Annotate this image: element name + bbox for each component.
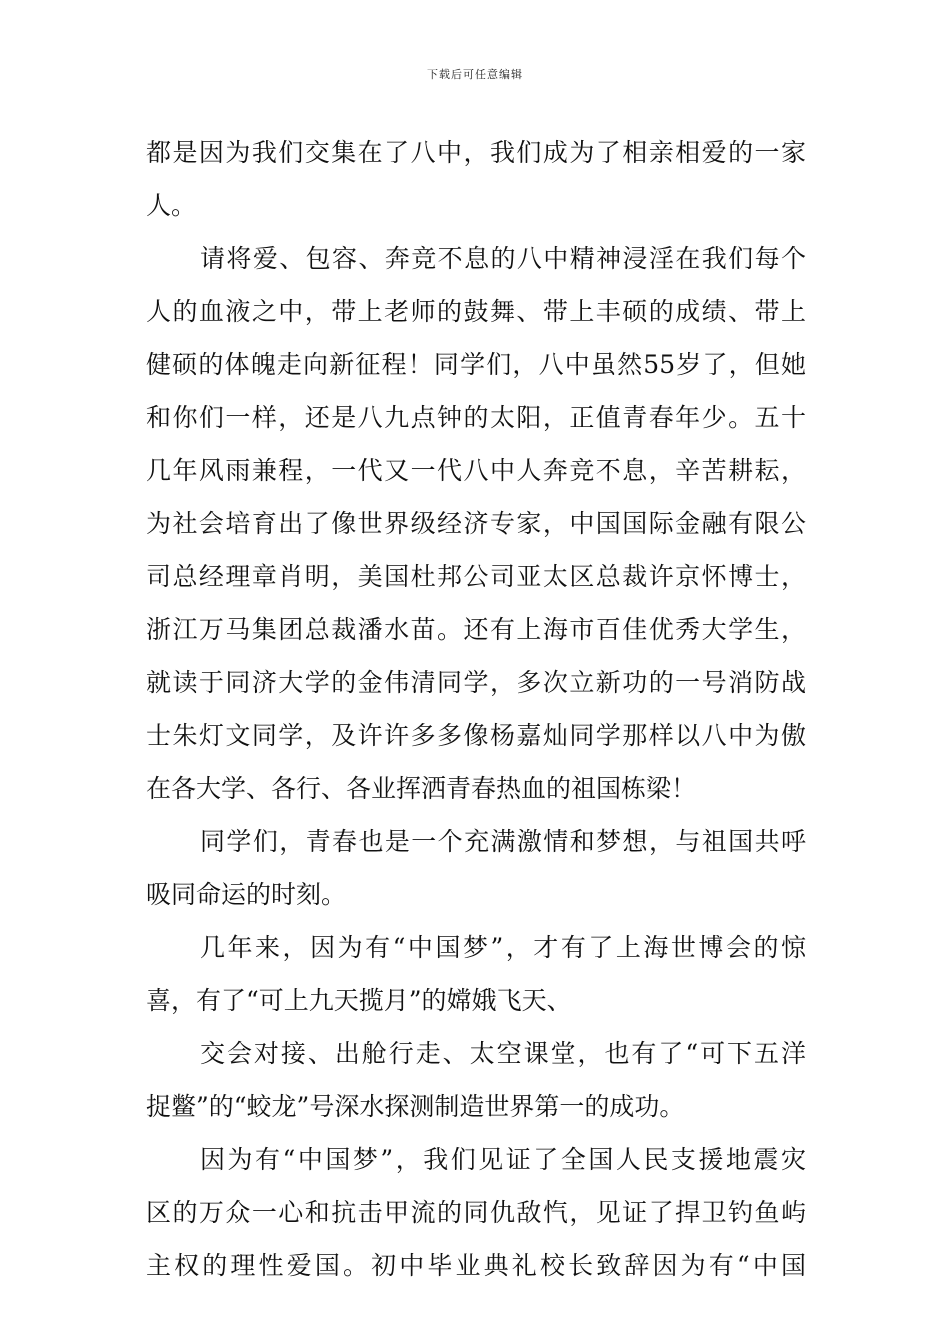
page-header: 下载后可任意编辑 — [427, 68, 523, 81]
text-line: 人。 — [146, 191, 197, 220]
text-line: 司总经理章肖明，美国杜邦公司亚太区总裁许京怀博士， — [146, 562, 806, 591]
text-line: 就读于同济大学的金伟清同学，多次立新功的一号消防战 — [146, 668, 806, 697]
text-line: 同学们，青春也是一个充满激情和梦想，与祖国共呼 — [200, 827, 806, 856]
text-line: 为社会培育出了像世界级经济专家，中国国际金融有限公 — [146, 509, 806, 538]
text-line: 请将爱、包容、奔竞不息的八中精神浸淫在我们每个 — [200, 244, 806, 273]
text-line: 几年来，因为有“中国梦”，才有了上海世博会的惊 — [200, 933, 806, 962]
text-line: 人的血液之中，带上老师的鼓舞、带上丰硕的成绩、带上 — [146, 297, 806, 326]
text-line: 区的万众一心和抗击甲流的同仇敌忾，见证了捍卫钓鱼屿 — [146, 1198, 806, 1227]
text-line: 都是因为我们交集在了八中，我们成为了相亲相爱的一家 — [146, 138, 806, 167]
text-line: 因为有“中国梦”，我们见证了全国人民支援地震灾 — [200, 1145, 806, 1174]
body-text — [146, 126, 806, 1292]
text-line: 主权的理性爱国。初中毕业典礼校长致辞因为有“中国 — [146, 1251, 806, 1280]
text-line: 喜，有了“可上九天揽月”的嫦娥飞天、 — [146, 986, 572, 1015]
text-line: 和你们一样，还是八九点钟的太阳，正值青春年少。五十 — [146, 403, 806, 432]
text-line: 健硕的体魄走向新征程！同学们，八中虽然55岁了，但她 — [146, 350, 806, 379]
text-line: 士朱灯文同学，及许许多多像杨嘉灿同学那样以八中为傲 — [146, 721, 806, 750]
text-line: 交会对接、出舱行走、太空课堂，也有了“可下五洋 — [200, 1039, 806, 1068]
text-line: 捉鳖”的“蛟龙”号深水探测制造世界第一的成功。 — [146, 1092, 685, 1121]
text-line: 几年风雨兼程，一代又一代八中人奔竞不息，辛苦耕耘， — [146, 456, 806, 485]
text-line: 在各大学、各行、各业挥洒青春热血的祖国栋梁！ — [146, 774, 697, 803]
text-line: 浙江万马集团总裁潘水苗。还有上海市百佳优秀大学生， — [146, 615, 806, 644]
text-line: 吸同命运的时刻。 — [146, 880, 347, 909]
